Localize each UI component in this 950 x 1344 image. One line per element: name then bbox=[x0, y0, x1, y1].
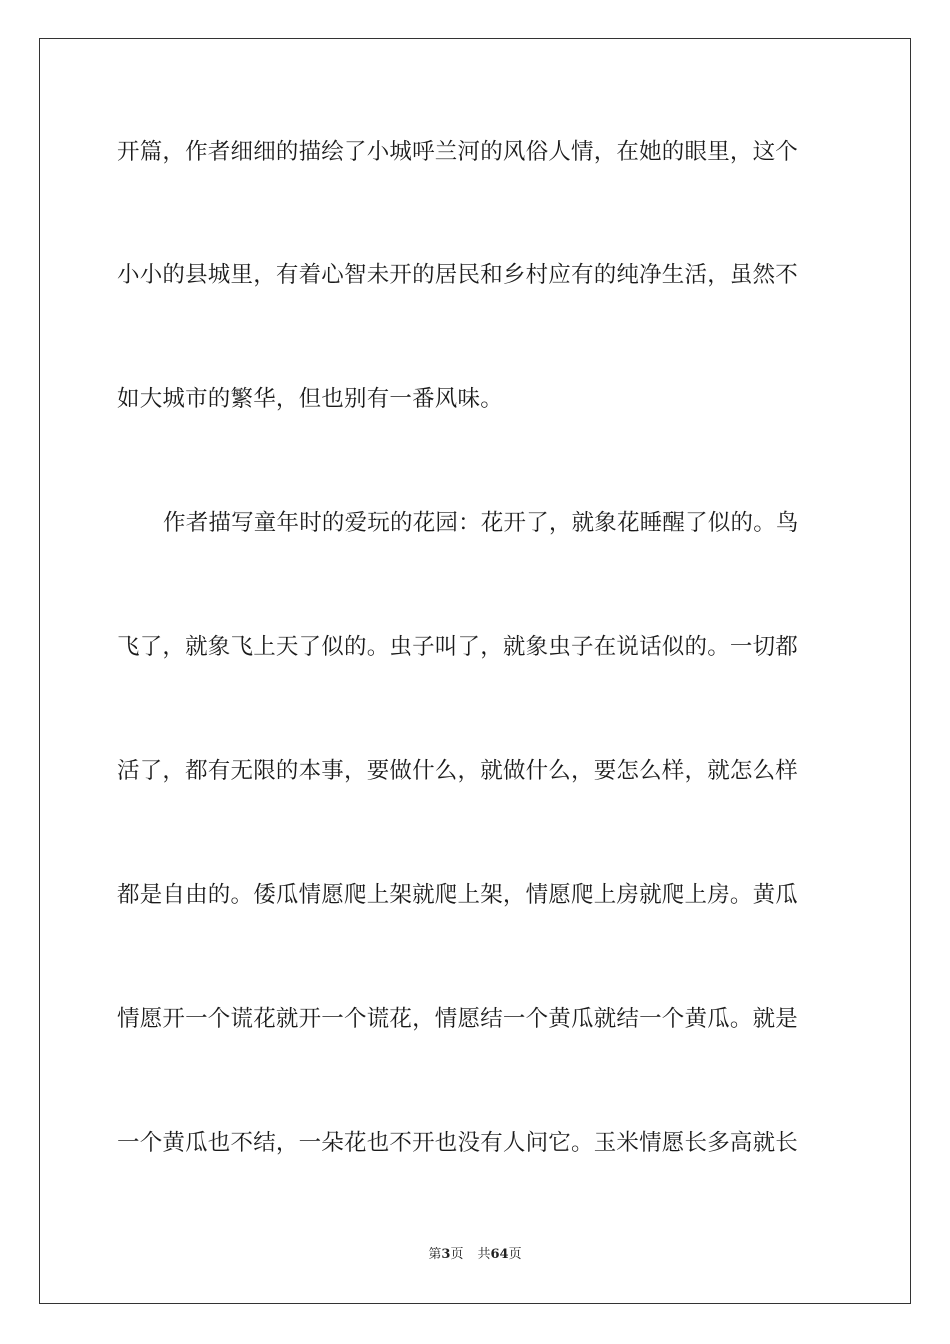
total-pages: 64 bbox=[490, 1247, 509, 1262]
paragraph-line: 如大城市的繁华，但也别有一番风味。 bbox=[117, 386, 503, 412]
paragraph-line: 一个黄瓜也不结，一朵花也不开也没有人问它。玉米情愿长多高就长 bbox=[117, 1130, 799, 1156]
page-footer bbox=[0, 1246, 950, 1264]
paragraph-line: 飞了，就象飞上天了似的。虫子叫了，就象虫子在说话似的。一切都 bbox=[117, 634, 799, 660]
paragraph-line: 活了，都有无限的本事，要做什么，就做什么，要怎么样，就怎么样 bbox=[117, 758, 799, 784]
page-border bbox=[39, 38, 911, 1304]
paragraph-line-indented: 作者描写童年时的爱玩的花园：花开了，就象花睡醒了似的。鸟 bbox=[163, 510, 799, 536]
paragraph-line: 开篇，作者细细的描绘了小城呼兰河的风俗人情，在她的眼里，这个 bbox=[117, 139, 799, 165]
paragraph-line: 情愿开一个谎花就开一个谎花，情愿结一个黄瓜就结一个黄瓜。就是 bbox=[117, 1006, 799, 1032]
page-prefix: 第 bbox=[428, 1247, 442, 1262]
page-number: 3 bbox=[441, 1247, 451, 1262]
page-suffix: 页 bbox=[450, 1247, 464, 1262]
total-prefix: 共 bbox=[477, 1247, 491, 1262]
paragraph-line: 小小的县城里，有着心智未开的居民和乡村应有的纯净生活，虽然不 bbox=[117, 262, 799, 288]
total-suffix: 页 bbox=[508, 1247, 522, 1262]
paragraph-line: 都是自由的。倭瓜情愿爬上架就爬上架，情愿爬上房就爬上房。黄瓜 bbox=[117, 882, 799, 908]
